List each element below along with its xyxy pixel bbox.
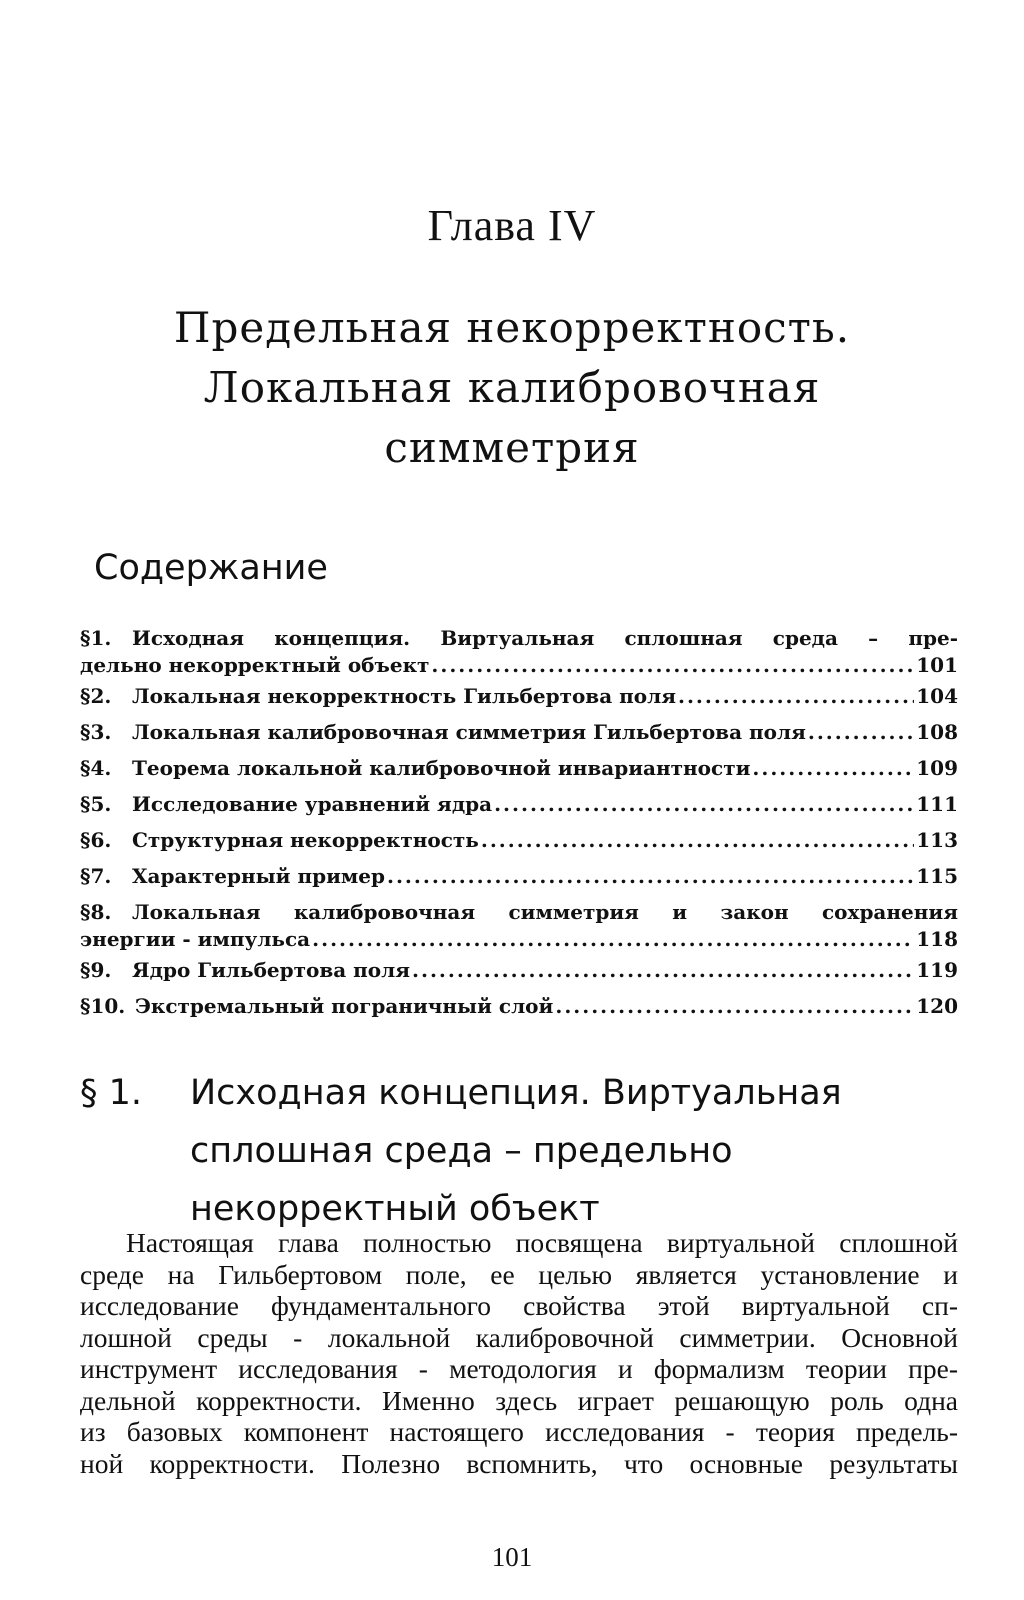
body-line: Настоящая глава полностью посвящена виртуальной сплошной	[126, 1227, 958, 1258]
section-title-line: Исходная концепция. Виртуальная	[190, 1073, 842, 1113]
section-number: § 1.	[80, 1073, 143, 1113]
toc-item-title: Ядро Гильбертова поля	[132, 958, 411, 982]
toc-item-title: Исходная концепция. Виртуальная сплошная среда – пре-	[132, 626, 958, 650]
toc-leader-dots	[555, 994, 914, 1018]
toc-leader-dots	[312, 927, 914, 951]
toc-item-number: §5.	[80, 792, 112, 816]
toc-item-page: 119	[916, 958, 958, 982]
toc-item-5[interactable]	[80, 792, 958, 828]
toc-item-9[interactable]	[80, 958, 958, 994]
toc-item-2[interactable]	[80, 684, 958, 720]
toc-item-title: Локальная калибровочная симметрия и закон сохранения	[132, 900, 958, 924]
toc-item-page: 115	[916, 864, 958, 888]
toc-leader-dots	[412, 958, 914, 982]
toc-item-title: Структурная некорректность	[132, 828, 479, 852]
toc-item-title: Экстремальный пограничный слой	[135, 994, 554, 1018]
toc-item-page: 109	[916, 756, 958, 780]
table-of-contents	[80, 626, 958, 1030]
contents-heading: Содержание	[94, 548, 328, 588]
toc-item-title: Характерный пример	[132, 864, 385, 888]
toc-leader-dots	[494, 792, 914, 816]
toc-item-4[interactable]	[80, 756, 958, 792]
body-line: из базовых компонент настоящего исследования - теория предель-	[80, 1416, 958, 1447]
toc-item-page: 113	[916, 828, 958, 852]
body-line: ной корректности. Полезно вспомнить, что основные результаты	[80, 1447, 958, 1479]
body-line: исследование фундаментального свойства этой виртуальной сп-	[80, 1290, 958, 1321]
toc-item-8[interactable]	[80, 900, 958, 958]
toc-item-number: §7.	[80, 864, 112, 888]
toc-item-7[interactable]	[80, 864, 958, 900]
toc-item-page: 111	[916, 792, 958, 816]
toc-leader-dots	[431, 653, 914, 677]
toc-leader-dots	[387, 864, 914, 888]
toc-item-number: §6.	[80, 828, 112, 852]
toc-leader-dots	[481, 828, 914, 852]
toc-leader-dots	[808, 720, 914, 744]
toc-item-1[interactable]	[80, 626, 958, 684]
toc-item-page: 101	[916, 653, 958, 677]
toc-item-title: Локальная калибровочная симметрия Гильбертова поля	[132, 720, 806, 744]
toc-item-number: §4.	[80, 756, 112, 780]
page-number: 101	[491, 1542, 533, 1572]
toc-item-title: Теорема локальной калибровочной инвариантности	[132, 756, 751, 780]
toc-leader-dots	[752, 756, 914, 780]
toc-item-page: 120	[916, 994, 958, 1018]
toc-item-10[interactable]	[80, 994, 958, 1030]
chapter-title-line: Локальная калибровочная	[203, 363, 821, 412]
toc-item-number: §2.	[80, 684, 112, 708]
toc-item-title-continued: энергии - импульса	[80, 927, 311, 951]
body-paragraph	[80, 1227, 958, 1479]
toc-item-number: §1.	[80, 626, 112, 650]
toc-item-number: §3.	[80, 720, 112, 744]
body-line: дельной корректности. Именно здесь играет решающую роль одна	[80, 1384, 958, 1416]
toc-item-page: 108	[916, 720, 958, 744]
chapter-title	[0, 298, 1024, 478]
section-title-line: сплошная среда – предельно	[190, 1131, 733, 1171]
toc-leader-dots	[678, 684, 914, 708]
body-line: инструмент исследования - методология и формализм теории пре-	[80, 1353, 958, 1384]
toc-item-title-continued: дельно некорректный объект	[80, 653, 430, 677]
chapter-title-line: симметрия	[384, 423, 640, 472]
toc-item-title: Локальная некорректность Гильбертова поля	[132, 684, 676, 708]
toc-item-page: 104	[916, 684, 958, 708]
toc-item-6[interactable]	[80, 828, 958, 864]
toc-item-3[interactable]	[80, 720, 958, 756]
toc-item-number: §8.	[80, 900, 112, 924]
toc-item-number: §10.	[80, 994, 126, 1018]
chapter-title-line: Предельная некорректность.	[173, 303, 851, 352]
body-line: среде на Гильбертовом поле, ее целью является установление и	[80, 1258, 958, 1290]
toc-item-number: §9.	[80, 958, 112, 982]
toc-item-page: 118	[916, 927, 958, 951]
section-title-line: некорректный объект	[190, 1189, 600, 1229]
section-heading	[80, 1064, 960, 1238]
chapter-label: Глава IV	[427, 201, 597, 250]
toc-item-title: Исследование уравнений ядра	[132, 792, 493, 816]
body-line: лошной среды - локальной калибровочной симметрии. Основной	[80, 1321, 958, 1353]
